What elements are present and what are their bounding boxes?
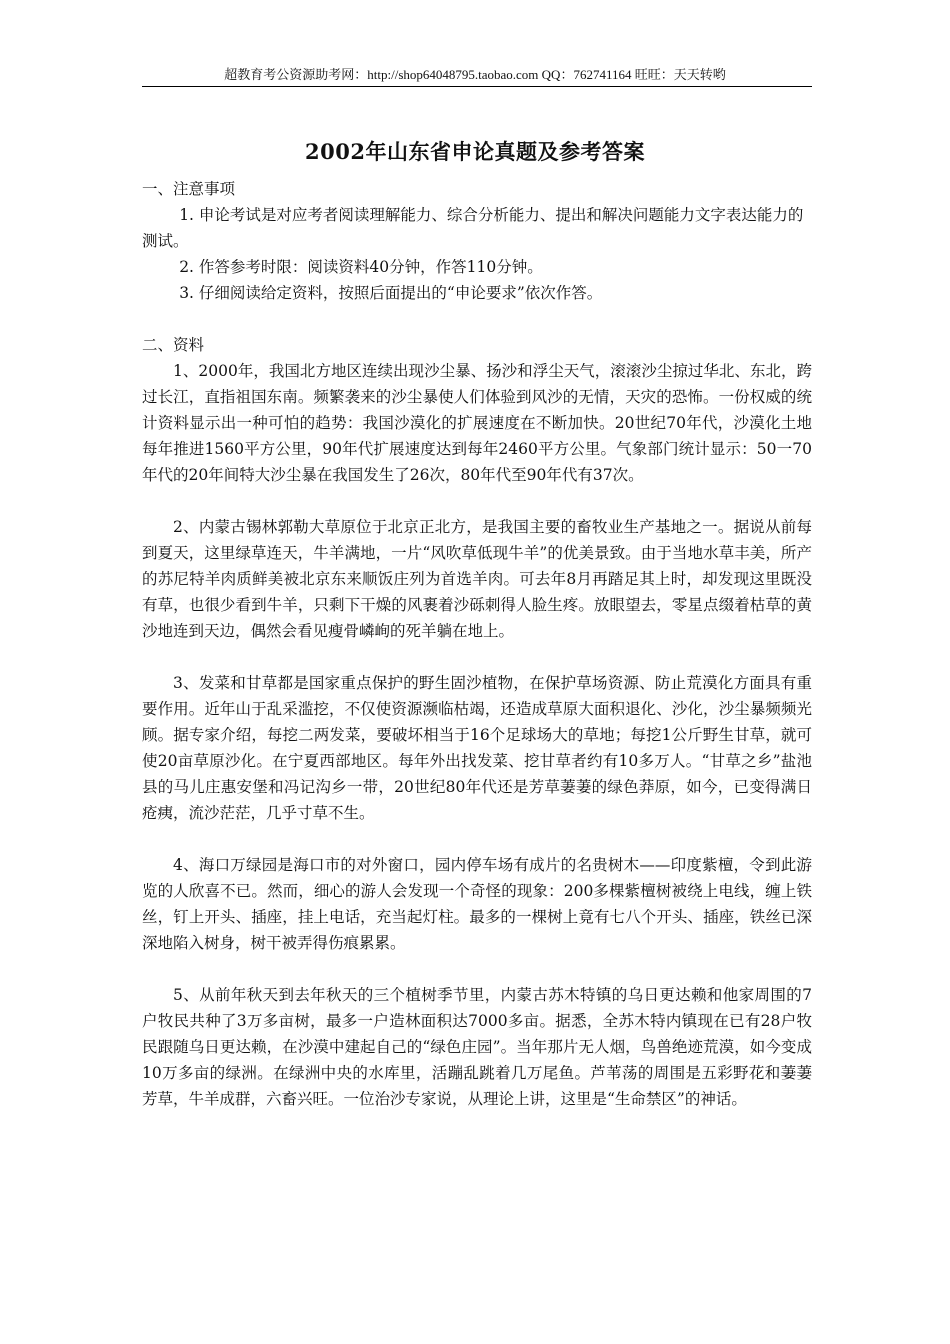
notes-item-2: 2. 作答参考时限：阅读资料40分钟，作答110分钟。 — [179, 258, 543, 276]
spacer — [142, 956, 812, 982]
spacer — [142, 488, 812, 514]
spacer — [142, 826, 812, 852]
materials-heading: 二、资料 — [142, 336, 205, 354]
notes-item-1: 1. 申论考试是对应考者阅读理解能力、综合分析能力、提出和解决问题能力文字表达能力的测试。 — [142, 206, 804, 250]
material-paragraph-5: 5、从前年秋天到去年秋天的三个植树季节里，内蒙古苏木特镇的乌日更达赖和他家周围的7户牧民共种了3万多亩树，最多一户造林面积达7000多亩。据悉，全苏木特内镇现在已有28户牧民跟随乌日更达赖，在沙漠中建起自己的“绿色庄园”。当年那片无人烟，鸟兽绝迹荒漠，如今变成10万多亩的绿洲。在绿洲中央的水库里，活蹦乱跳着几万尾鱼。芦苇荡的周围是五彩野花和萋萋芳草，牛羊成群，六畜兴旺。一位治沙专家说，从理论上讲，这里是“生命禁区”的神话。 — [142, 986, 812, 1108]
spacer — [142, 644, 812, 670]
material-paragraph-4: 4、海口万绿园是海口市的对外窗口，园内停车场有成片的名贵树木——印度紫檀，令到此游览的人欣喜不已。然而，细心的游人会发现一个奇怪的现象：200多棵紫檀树被绕上电线，缠上铁丝，钉上开头、插座，挂上电话，充当起灯柱。最多的一棵树上竟有七八个开头、插座，铁丝已深深地陷入树身，树干被弄得伤痕累累。 — [142, 856, 812, 952]
spacer — [142, 306, 812, 332]
notes-heading: 一、注意事项 — [142, 180, 236, 198]
document-title: 2002年山东省申论真题及参考答案 — [305, 139, 645, 164]
header-divider — [142, 86, 812, 87]
document-body — [142, 176, 812, 1112]
notes-item-3: 3. 仔细阅读给定资料，按照后面提出的“申论要求”依次作答。 — [179, 284, 603, 302]
material-paragraph-1: 1、2000年，我国北方地区连续出现沙尘暴、扬沙和浮尘天气，滚滚沙尘掠过华北、东北，跨过长江，直指祖国东南。频繁袭来的沙尘暴使人们体验到风沙的无情，天灾的恐怖。一份权威的统计资料显示出一种可怕的趋势：我国沙漠化的扩展速度在不断加快。20世纪70年代，沙漠化土地每年推进1560平方公里，90年代扩展速度达到每年2460平方公里。气象部门统计显示：50一70年代的20年间特大沙尘暴在我国发生了26次，80年代至90年代有37次。 — [142, 362, 812, 484]
material-paragraph-3: 3、发菜和甘草都是国家重点保护的野生固沙植物，在保护草场资源、防止荒漠化方面具有重要作用。近年山于乱采滥挖，不仅使资源濒临枯竭，还造成草原大面积退化、沙化，沙尘暴频频光顾。据专家介绍，每挖二两发菜，要破坏相当于16个足球场大的草地；每挖1公斤野生甘草，就可使20亩草原沙化。在宁夏西部地区。每年外出找发菜、挖甘草者约有10多万人。“甘草之乡”盐池县的马儿庄惠安堡和冯记沟乡一带，20世纪80年代还是芳草萋萋的绿色莽原，如今，已变得满日疮痍，流沙茫茫，几乎寸草不生。 — [142, 674, 812, 822]
page-header: 超教育考公资源助考网：http://shop64048795.taobao.com QQ：762741164 旺旺：天天转哟 — [224, 67, 726, 82]
material-paragraph-2: 2、内蒙古锡林郭勒大草原位于北京正北方，是我国主要的畜牧业生产基地之一。据说从前每到夏天，这里绿草连天，牛羊满地，一片“风吹草低现牛羊”的优美景致。由于当地水草丰美，所产的苏尼特羊肉质鲜美被北京东来顺饭庄列为首选羊肉。可去年8月再踏足其上时，却发现这里既没有草，也很少看到牛羊，只剩下干燥的风裹着沙砾刺得人脸生疼。放眼望去，零星点缀着枯草的黄沙地连到天边，偶然会看见瘦骨嶙峋的死羊躺在地上。 — [142, 518, 812, 640]
